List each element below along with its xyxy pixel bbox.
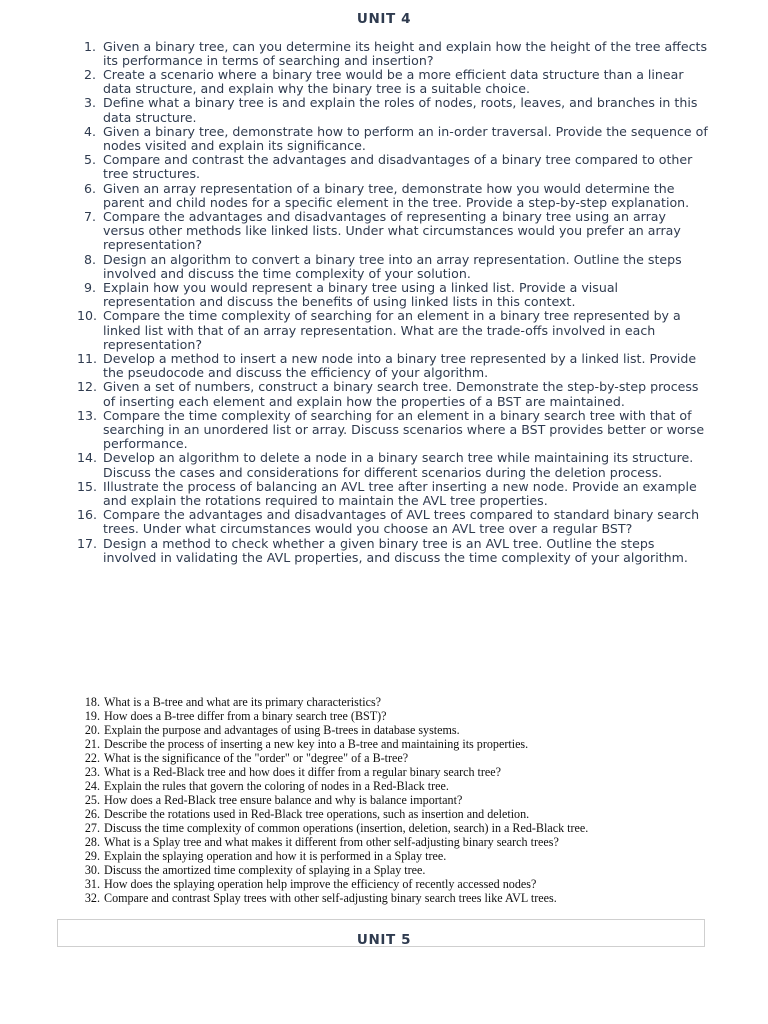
question-text: Define what a binary tree is and explain the roles of nodes, roots, leaves, and branches in this data structure. [103,95,698,125]
question-text: How does the splaying operation help improve the efficiency of recently accessed nodes? [104,877,537,891]
question-text: Describe the process of inserting a new key into a B-tree and maintaining its properties. [104,737,529,751]
question-item [0,210,768,253]
question-text: Explain the rules that govern the coloring of nodes in a Red-Black tree. [104,779,449,793]
question-number: 11. [76,350,97,366]
question-item [0,480,768,508]
question-text: Compare the time complexity of searching for an element in a binary tree represented by a linked list with that of an array representation. What are the trade-offs involved in each representation? [103,308,681,352]
question-number: 21. [84,737,100,751]
unit-4-question-list-part-2 [0,695,768,905]
question-item [0,352,768,380]
question-text: Explain how you would represent a binary tree using a linked list. Provide a visual representation and discuss the benefits of using linked lists in this context. [103,279,619,310]
question-text: Compare the advantages and disadvantages of AVL trees compared to standard binary search trees. Under what circumstances would you choose an AVL tree over a regular BST? [103,507,700,537]
question-number: 2. [83,66,96,82]
question-number: 1. [83,38,96,54]
question-text: Given an array representation of a binary tree, demonstrate how you would determine the parent and child nodes for a specific element in the tree. Provide a step-by-step explanation. [103,180,690,210]
question-number: 28. [84,835,100,849]
question-item [0,793,768,807]
question-text: Compare and contrast Splay trees with other self-adjusting binary search trees like AVL trees. [104,891,557,905]
question-number: 12. [76,379,97,395]
question-item [0,737,768,751]
question-number: 15. [76,478,97,494]
question-number: 31. [84,877,100,891]
question-item [0,751,768,765]
question-item [0,281,768,309]
question-number: 4. [83,123,96,139]
question-text: What is the significance of the "order" or "degree" of a B-tree? [104,751,409,765]
question-text: Explain the splaying operation and how it is performed in a Splay tree. [104,849,447,863]
question-text: Describe the rotations used in Red-Black tree operations, such as insertion and deletion. [104,807,530,821]
question-number: 29. [84,849,100,863]
question-number: 23. [84,765,100,779]
question-item [0,723,768,737]
question-item [0,182,768,210]
question-item [0,68,768,96]
question-number: 3. [83,95,96,111]
question-number: 8. [83,251,96,267]
question-text: How does a B-tree differ from a binary search tree (BST)? [104,709,387,723]
question-text: Discuss the amortized time complexity of splaying in a Splay tree. [104,863,426,877]
question-text: What is a Splay tree and what makes it different from other self-adjusting binary search trees? [104,835,559,849]
question-text: What is a Red-Black tree and how does it differ from a regular binary search tree? [104,765,502,779]
question-text: Create a scenario where a binary tree would be a more efficient data structure than a linear data structure, and explain why the binary tree is a suitable choice. [103,66,684,97]
question-item [0,380,768,408]
question-text: Discuss the time complexity of common operations (insertion, deletion, search) in a Red-Black tree. [104,821,589,835]
question-number: 13. [76,407,97,423]
question-text: Given a set of numbers, construct a binary search tree. Demonstrate the step-by-step process of inserting each element and explain how the properties of a BST are maintained. [103,379,699,409]
question-text: How does a Red-Black tree ensure balance and why is balance important? [104,793,463,807]
question-number: 5. [83,152,96,168]
question-number: 19. [84,709,100,723]
question-item [0,849,768,863]
question-text: Design an algorithm to convert a binary tree into an array representation. Outline the steps involved and discuss the time complexity of your solution. [103,251,682,281]
question-item [0,877,768,891]
question-text: Develop an algorithm to delete a node in a binary search tree while maintaining its structure. Discuss the cases and considerations for different scenarios during the deletion process. [103,450,694,480]
question-item [0,537,768,565]
question-item [0,96,768,124]
unit-4-heading: UNIT 4 [356,11,412,27]
question-item [0,891,768,905]
question-number: 17. [76,535,97,551]
question-item [0,835,768,849]
question-text: Illustrate the process of balancing an AVL tree after inserting a new node. Provide an example and explain the rotations required to maintain the AVL tree properties. [103,478,697,508]
question-item [0,309,768,352]
question-text: Given a binary tree, demonstrate how to perform an in-order traversal. Provide the sequence of nodes visited and explain its significance. [103,123,708,153]
question-number: 27. [84,821,100,835]
question-number: 24. [84,779,100,793]
question-number: 32. [84,891,100,905]
question-text: Compare and contrast the advantages and disadvantages of a binary tree compared to other tree structures. [103,152,693,182]
unit-4-question-list-part-1 [0,40,768,566]
question-text: Design a method to check whether a given binary tree is an AVL tree. Outline the steps involved in validating the AVL properties, and discuss the time complexity of your algorithm. [103,535,688,565]
question-number: 6. [83,180,96,196]
unit-5-heading: UNIT 5 [356,932,412,948]
question-number: 9. [83,279,96,295]
question-number: 22. [84,751,100,765]
question-item [0,40,768,68]
question-text: Compare the time complexity of searching for an element in a binary search tree with that of searching in an unordered list or array. Discuss scenarios where a BST provides better or worse performance. [103,407,705,452]
question-item [0,695,768,709]
question-number: 14. [76,450,97,466]
question-number: 7. [83,208,96,224]
question-item [0,807,768,821]
question-item [0,765,768,779]
question-number: 18. [84,695,100,709]
question-item [0,409,768,452]
question-text: Given a binary tree, can you determine its height and explain how the height of the tree affects its performance in terms of searching and insertion? [103,38,708,68]
question-item [0,709,768,723]
question-number: 20. [84,723,100,737]
question-item [0,253,768,281]
question-item [0,821,768,835]
question-item [0,508,768,536]
question-text: What is a B-tree and what are its primary characteristics? [104,695,382,709]
question-item [0,863,768,877]
question-item [0,451,768,479]
question-number: 25. [84,793,100,807]
question-item [0,779,768,793]
question-number: 26. [84,807,100,821]
question-number: 10. [76,308,97,324]
question-number: 16. [76,507,97,523]
question-text: Compare the advantages and disadvantages of representing a binary tree using an array versus other methods like linked lists. Under what circumstances would you prefer an array representation? [103,208,681,253]
question-text: Explain the purpose and advantages of using B-trees in database systems. [104,723,460,737]
question-number: 30. [84,863,100,877]
question-text: Develop a method to insert a new node into a binary tree represented by a linked list. Provide the pseudocode and discuss the efficiency of your algorithm. [103,350,697,381]
question-item [0,153,768,181]
question-item [0,125,768,153]
